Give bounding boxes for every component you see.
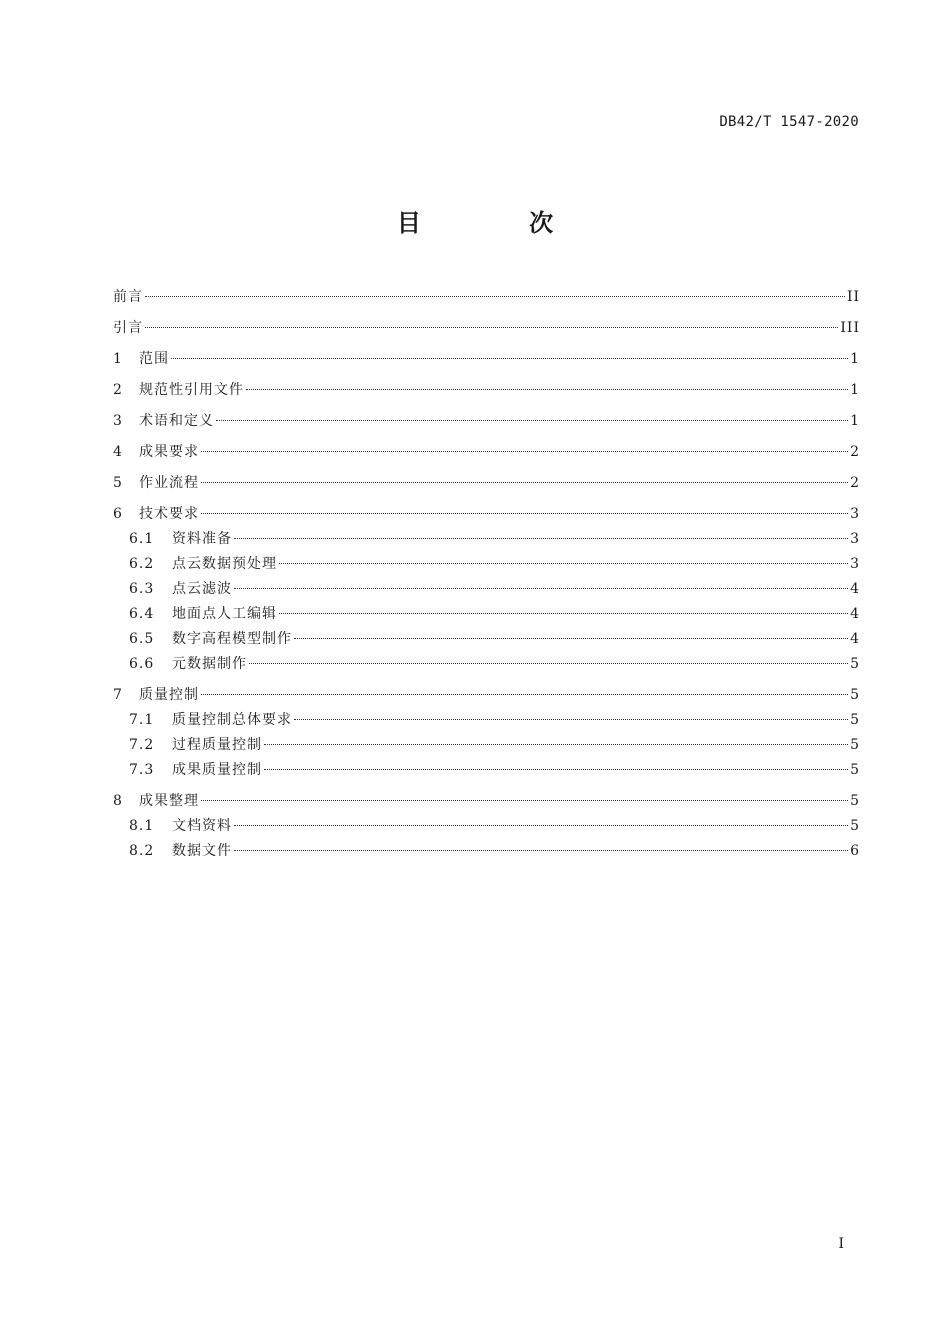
toc-entry-label: 技术要求 bbox=[139, 506, 199, 522]
toc-entry-number: 3 bbox=[113, 413, 122, 429]
toc-entry-number: 6.1 bbox=[129, 531, 155, 547]
toc-entry-page: 3 bbox=[850, 556, 860, 572]
toc-entry[interactable] bbox=[113, 317, 860, 348]
toc-entry-label: 作业流程 bbox=[139, 475, 199, 491]
toc-entry-page: 4 bbox=[850, 606, 860, 622]
toc-dot-leader bbox=[201, 451, 848, 452]
toc-entry-label: 成果质量控制 bbox=[172, 762, 262, 778]
toc-dot-leader bbox=[246, 389, 848, 390]
toc-entry-number: 6 bbox=[113, 506, 122, 522]
toc-entry-label: 术语和定义 bbox=[139, 413, 214, 429]
toc-entry-page: II bbox=[846, 289, 860, 305]
table-of-contents bbox=[113, 286, 860, 865]
toc-entry-page: 6 bbox=[850, 843, 860, 859]
toc-dot-leader bbox=[201, 513, 848, 514]
toc-entry-number: 2 bbox=[113, 382, 122, 398]
toc-entry[interactable] bbox=[113, 472, 860, 503]
toc-dot-leader bbox=[145, 327, 838, 328]
toc-entry[interactable] bbox=[113, 840, 860, 865]
toc-dot-leader bbox=[294, 719, 848, 720]
toc-entry-number: 6.5 bbox=[129, 631, 155, 647]
document-code: DB42/T 1547-2020 bbox=[719, 114, 859, 130]
toc-dot-leader bbox=[201, 800, 848, 801]
toc-entry[interactable] bbox=[113, 379, 860, 410]
toc-entry-number: 7.2 bbox=[129, 737, 155, 753]
toc-entry-page: III bbox=[840, 320, 860, 336]
toc-entry-label: 质量控制总体要求 bbox=[172, 712, 292, 728]
toc-entry-number: 8 bbox=[113, 793, 122, 809]
toc-dot-leader bbox=[201, 694, 848, 695]
toc-entry-page: 5 bbox=[850, 737, 860, 753]
toc-entry-label: 资料准备 bbox=[172, 531, 232, 547]
toc-entry-page: 2 bbox=[850, 444, 860, 460]
toc-entry-label: 成果要求 bbox=[139, 444, 199, 460]
toc-entry-label: 文档资料 bbox=[172, 818, 232, 834]
toc-entry-page: 5 bbox=[850, 712, 860, 728]
toc-entry-label: 元数据制作 bbox=[172, 656, 247, 672]
footer-page-number: I bbox=[838, 1236, 844, 1252]
toc-entry-page: 5 bbox=[850, 793, 860, 809]
toc-entry-label: 数字高程模型制作 bbox=[172, 631, 292, 647]
page-title: 目 次 bbox=[396, 209, 604, 237]
toc-entry-number: 6.4 bbox=[129, 606, 155, 622]
toc-entry-label: 点云滤波 bbox=[172, 581, 232, 597]
toc-entry-label: 数据文件 bbox=[172, 843, 232, 859]
toc-entry-page: 1 bbox=[850, 351, 860, 367]
toc-entry[interactable] bbox=[113, 653, 860, 678]
toc-dot-leader bbox=[264, 744, 848, 745]
toc-dot-leader bbox=[234, 538, 848, 539]
toc-entry-page: 5 bbox=[850, 656, 860, 672]
toc-entry-number: 7 bbox=[113, 687, 122, 703]
toc-entry-page: 2 bbox=[850, 475, 860, 491]
toc-dot-leader bbox=[279, 563, 848, 564]
toc-entry[interactable] bbox=[113, 734, 860, 759]
toc-entry-label: 过程质量控制 bbox=[172, 737, 262, 753]
toc-entry-page: 3 bbox=[850, 531, 860, 547]
toc-entry[interactable] bbox=[113, 709, 860, 734]
toc-dot-leader bbox=[234, 825, 848, 826]
toc-entry-number: 1 bbox=[113, 351, 122, 367]
toc-entry-number: 8.1 bbox=[129, 818, 155, 834]
toc-entry-page: 5 bbox=[850, 687, 860, 703]
toc-dot-leader bbox=[216, 420, 848, 421]
toc-entry-page: 1 bbox=[850, 382, 860, 398]
toc-entry-number: 7.1 bbox=[129, 712, 155, 728]
toc-entry-label: 规范性引用文件 bbox=[139, 382, 244, 398]
toc-entry[interactable] bbox=[113, 603, 860, 628]
toc-entry[interactable] bbox=[113, 759, 860, 784]
toc-dot-leader bbox=[264, 769, 848, 770]
toc-entry-page: 4 bbox=[850, 581, 860, 597]
toc-entry[interactable] bbox=[113, 286, 860, 317]
toc-entry-page: 4 bbox=[850, 631, 860, 647]
toc-dot-leader bbox=[294, 638, 848, 639]
toc-entry-number: 6.6 bbox=[129, 656, 155, 672]
toc-entry-page: 5 bbox=[850, 762, 860, 778]
toc-entry[interactable] bbox=[113, 441, 860, 472]
toc-entry-label: 范围 bbox=[139, 351, 169, 367]
toc-entry-label: 成果整理 bbox=[139, 793, 199, 809]
toc-entry[interactable] bbox=[113, 410, 860, 441]
toc-dot-leader bbox=[234, 850, 848, 851]
toc-entry-number: 4 bbox=[113, 444, 122, 460]
toc-entry[interactable] bbox=[113, 553, 860, 578]
toc-entry-label: 引言 bbox=[113, 320, 143, 336]
toc-dot-leader bbox=[171, 358, 848, 359]
toc-entry[interactable] bbox=[113, 815, 860, 840]
toc-entry-number: 6.2 bbox=[129, 556, 155, 572]
toc-entry-number: 5 bbox=[113, 475, 122, 491]
toc-entry-label: 点云数据预处理 bbox=[172, 556, 277, 572]
toc-entry-label: 质量控制 bbox=[139, 687, 199, 703]
toc-dot-leader bbox=[234, 588, 848, 589]
toc-dot-leader bbox=[145, 296, 845, 297]
toc-entry-number: 8.2 bbox=[129, 843, 155, 859]
toc-entry[interactable] bbox=[113, 528, 860, 553]
toc-entry-page: 5 bbox=[850, 818, 860, 834]
toc-entry-page: 1 bbox=[850, 413, 860, 429]
toc-entry-label: 前言 bbox=[113, 289, 143, 305]
toc-dot-leader bbox=[279, 613, 848, 614]
toc-entry[interactable] bbox=[113, 348, 860, 379]
toc-dot-leader bbox=[201, 482, 848, 483]
toc-entry-page: 3 bbox=[850, 506, 860, 522]
toc-entry-number: 7.3 bbox=[129, 762, 155, 778]
toc-entry[interactable] bbox=[113, 628, 860, 653]
toc-entry[interactable] bbox=[113, 578, 860, 603]
toc-entry-label: 地面点人工编辑 bbox=[172, 606, 277, 622]
toc-dot-leader bbox=[249, 663, 848, 664]
toc-entry-number: 6.3 bbox=[129, 581, 155, 597]
